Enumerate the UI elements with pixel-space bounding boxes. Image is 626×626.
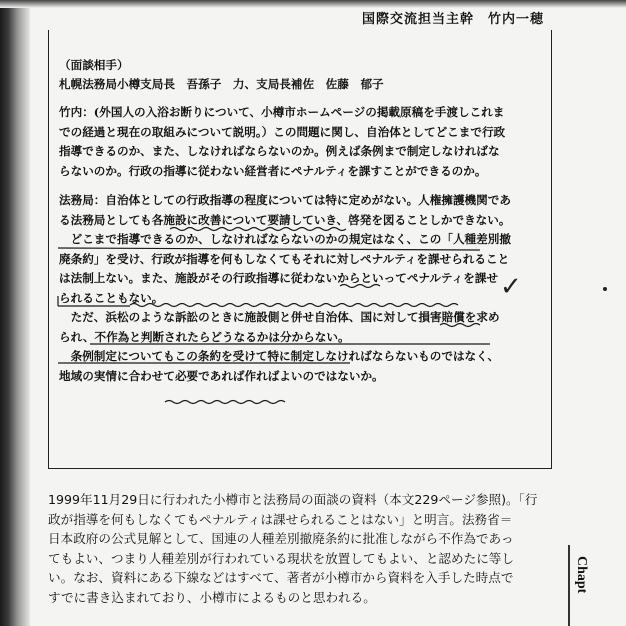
text-line: 法務局：自治体としての行政指導の程度については特に定めがない。人権擁護機関であ (59, 193, 511, 207)
caption (48, 490, 560, 608)
text-line: 条例制定についてもこの条約を受けて特に制定しなければならないものではなく、 (59, 349, 500, 363)
text-line: 廃条約」を受け、行政が指導を何もしなくてもそれに対しペナルティを課せられること (59, 251, 510, 266)
header-title: 国際交流担当主幹 竹内一穂 (362, 12, 545, 27)
text-line: られ、不作為と判断されたらどうなるかは分からない。 (59, 329, 350, 344)
caption-line: 日本政府の公式見解として、国連の人種差別撤廃条約に批准しながら不作為であっ (48, 531, 514, 547)
text-line: ただ、浜松のような訴訟のときに施設側と併せ自治体、国に対して損害賠償を求め (59, 310, 500, 324)
bureau-response (59, 191, 541, 386)
text-line: らないのか。行政の指導に従わない経営者にペナルティを課すことができるのか。 (59, 163, 487, 178)
scan-edge (0, 0, 626, 8)
text-line: 竹内：(外国人の入浴お断りについて、小樽市ホームページの掲載原稿を手渡しこれま (59, 105, 505, 119)
caption-line: い。なお、資料にある下線などはすべて、著者が小樽市から資料を入手した時点で (48, 570, 514, 586)
text-line: は法制上ない。また、施設がその行政指導に従わないからといってペナルティを課せ (59, 271, 499, 285)
takeuchi-statement (59, 103, 541, 181)
document-box (48, 30, 552, 469)
caption-line: 1999年11月29日に行われた小樽市と法務局の面談の資料（本文229ページ参照)。「行 (48, 492, 538, 507)
text-line: 地域の実情に合わせて必要であれば作ればよいのではないか。 (59, 368, 384, 383)
caption-line: すでに書き込まれており、小樽市によるものと思われる。 (48, 589, 376, 605)
book-spine-shadow (0, 0, 30, 626)
text-line: られることもない。 (59, 290, 164, 305)
text-line: での経過と現在の取組みについて説明。）この問題に関し、自治体としてどこまで行政 (59, 124, 506, 139)
text-line: る法務局としても各施設に改善について要請していき、啓発を図ることしかできない。 (59, 212, 511, 227)
text-line: 指導できるのか、また、しなければならないのか。例えば条例まで制定しなければな (59, 144, 500, 158)
checkmark-icon: ✓ (500, 272, 522, 302)
caption-line: 政が指導を何もしなくてもペナルティは課せられることはない」と明言。法務省＝ (48, 511, 513, 527)
meeting-attendees: 札幌法務局小樽支局長 吾孫子 力、支局長補佐 佐藤 郁子 (59, 76, 384, 91)
ink-dot (603, 287, 607, 291)
document-body (59, 56, 541, 386)
text-line: どこまで指導できるのか、しなければならないのかの規定はなく、この「人種差別撤 (59, 232, 511, 246)
chapter-tab: Chapt (574, 556, 589, 594)
side-rule (568, 545, 570, 626)
meeting-label: （面談相手） (59, 58, 129, 72)
caption-line: てもよい、つまり人種差別が行われている現状を放置してもよい、と認めたに等し (48, 550, 514, 566)
